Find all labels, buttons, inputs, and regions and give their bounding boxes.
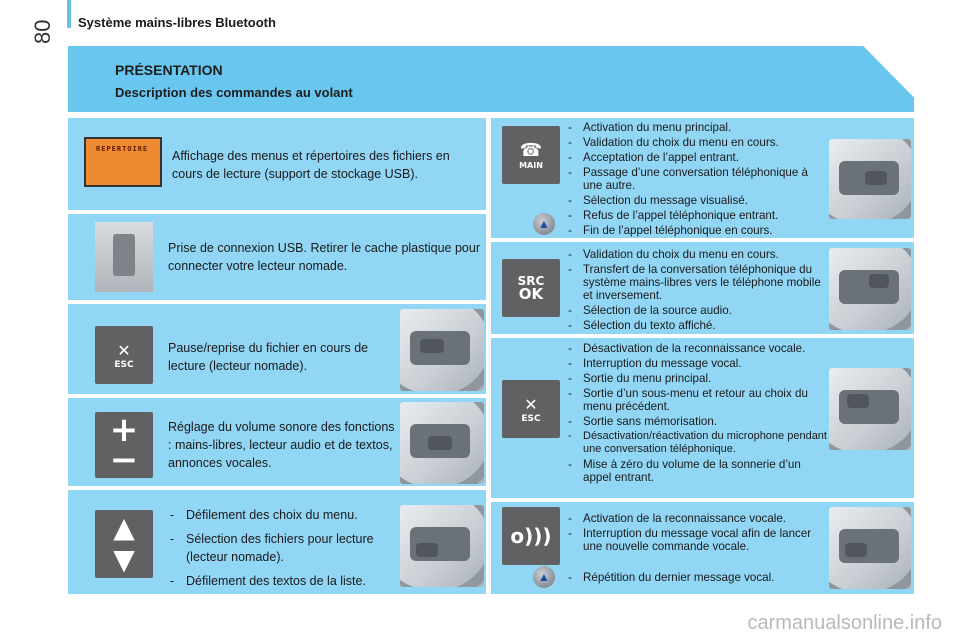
right-main-list — [566, 121, 828, 239]
steering-wheel-image — [400, 309, 484, 391]
esc-button-icon: ✕ ESC — [95, 326, 153, 384]
long-press-icon: ▲ — [533, 213, 555, 235]
list-item: - Défilement des choix du menu. — [168, 506, 394, 524]
display-label: REPERTOIRE — [96, 145, 149, 153]
volume-plus-minus-icon: + − — [95, 412, 153, 478]
display-icon — [84, 137, 162, 187]
src-ok-button-icon: SRC OK — [502, 259, 560, 317]
list-item: - Sélection de la source audio. — [566, 304, 828, 317]
steering-wheel-image — [829, 139, 911, 219]
list-item: - Sélection des fichiers pour lecture (lecteur nomade). — [168, 530, 394, 566]
list-item: - Sélection du message visualisé. — [566, 194, 828, 207]
list-item: - Sortie du menu principal. — [566, 372, 828, 385]
list-item: - Défilement des textos de la liste. — [168, 572, 394, 590]
steering-wheel-image — [400, 402, 484, 484]
list-item: - Transfert de la conversation téléphonique du système mains-libres vers le téléphone mobile et inversement. — [566, 263, 828, 302]
section-banner — [68, 46, 914, 112]
list-item: - Validation du choix du menu en cours. — [566, 136, 828, 149]
list-item: - Validation du choix du menu en cours. — [566, 248, 828, 261]
list-item: - Interruption du message vocal. — [566, 357, 828, 370]
list-item: - Fin de l’appel téléphonique en cours. — [566, 224, 828, 237]
side-accent-line — [67, 0, 71, 28]
voice-recognition-button-icon: o))) — [502, 507, 560, 565]
section-title: PRÉSENTATION — [115, 62, 223, 78]
chapter-title: Système mains-libres Bluetooth — [78, 15, 276, 30]
steering-wheel-image — [400, 505, 484, 587]
steering-wheel-image — [829, 507, 911, 589]
left-desc-usb: Prise de connexion USB. Retirer le cache plastique pour connecter votre lecteur nomade. — [168, 241, 480, 273]
right-voice-list — [566, 512, 828, 555]
list-item: - Activation du menu principal. — [566, 121, 828, 134]
list-item: - Désactivation de la reconnaissance vocale. — [566, 342, 828, 355]
steering-wheel-image — [829, 368, 911, 450]
left-desc-pause: Pause/reprise du fichier en cours de lecture (lecteur nomade). — [168, 341, 369, 373]
page-number: 80 — [30, 19, 55, 44]
list-item: - Répétition du dernier message vocal. — [566, 571, 828, 584]
list-item: - Activation de la reconnaissance vocale. — [566, 512, 828, 525]
list-item: - Interruption du message vocal afin de lancer une nouvelle commande vocale. — [566, 527, 828, 553]
right-src-list — [566, 248, 828, 334]
left-scroll-list — [168, 506, 394, 596]
list-item: - Refus de l’appel téléphonique entrant. — [566, 209, 828, 222]
list-item: - Passage d’une conversation téléphonique à une autre. — [566, 166, 828, 192]
right-esc-list — [566, 342, 828, 486]
list-item: - Acceptation de l’appel entrant. — [566, 151, 828, 164]
long-press-icon: ▲ — [533, 566, 555, 588]
left-desc-display: Affichage des menus et répertoires des fichiers en cours de lecture (support de stockage USB). — [172, 149, 450, 181]
right-voice-extra — [566, 571, 828, 586]
left-desc-volume: Réglage du volume sonore des fonctions : mains-libres, lecteur audio et de textos, annonces vocales. — [168, 420, 395, 470]
list-item: - Désactivation/réactivation du microphone pendant une conversation téléphonique. — [566, 430, 828, 456]
list-item: - Sélection du texto affiché. — [566, 319, 828, 332]
watermark: carmanualsonline.info — [747, 612, 942, 634]
section-subtitle: Description des commandes au volant — [115, 85, 353, 100]
usb-port-icon — [95, 222, 153, 292]
esc-button-icon: ✕ ESC — [502, 380, 560, 438]
steering-wheel-image — [829, 248, 911, 330]
list-item: - Mise à zéro du volume de la sonnerie d’un appel entrant. — [566, 458, 828, 484]
main-phone-button-icon: ☎ MAIN — [502, 126, 560, 184]
list-item: - Sortie d’un sous-menu et retour au choix du menu précédent. — [566, 387, 828, 413]
list-item: - Sortie sans mémorisation. — [566, 415, 828, 428]
up-down-arrows-icon: ▲ ▼ — [95, 510, 153, 578]
